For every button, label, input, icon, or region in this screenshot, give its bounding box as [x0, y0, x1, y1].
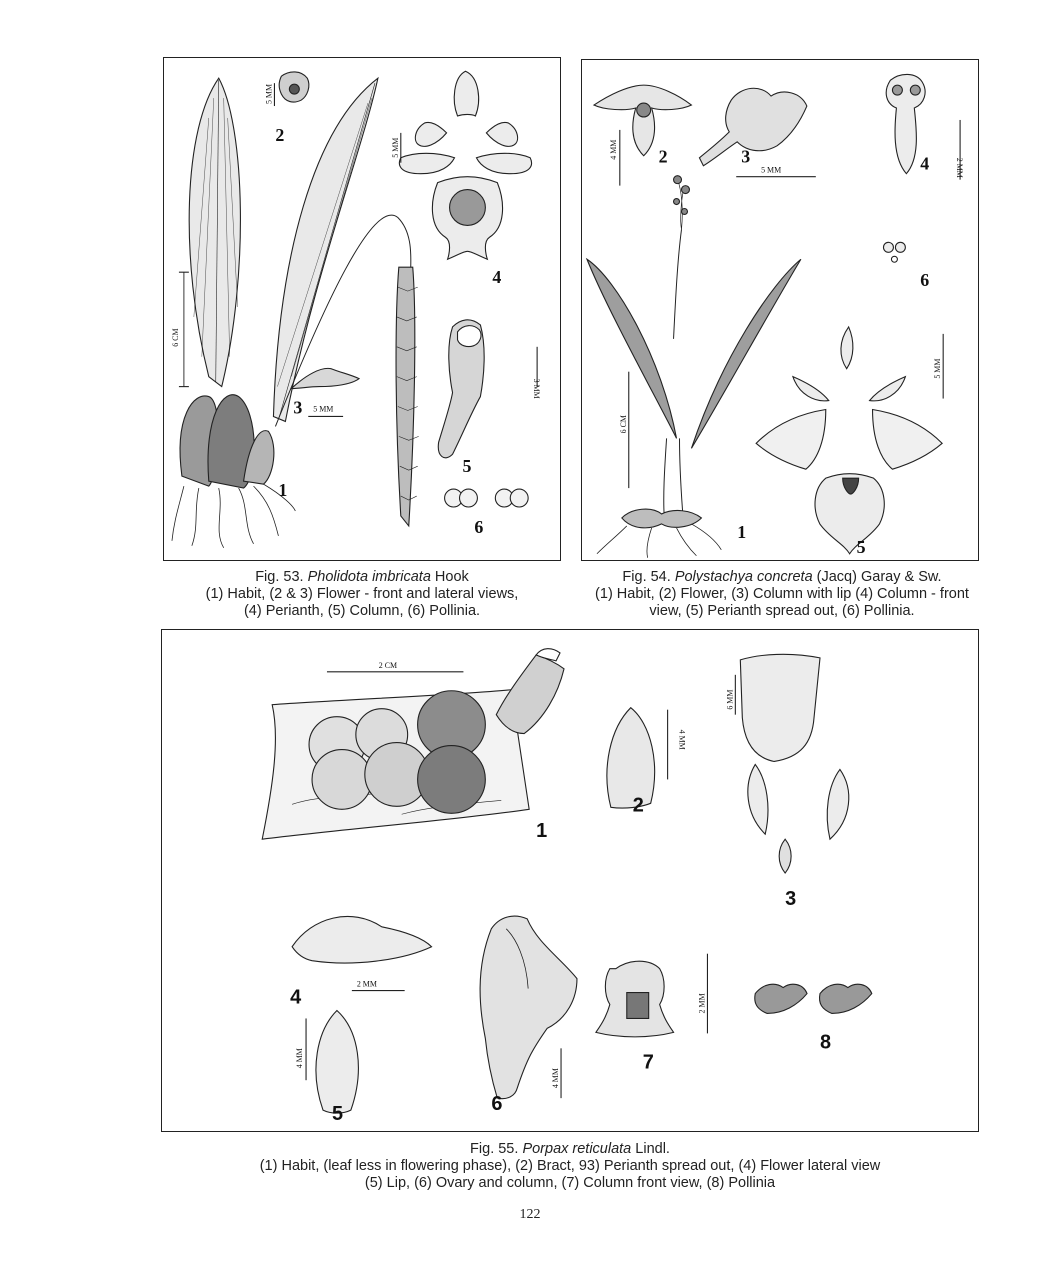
fig53-label-3: 3 [293, 397, 303, 418]
page-number: 122 [519, 1207, 541, 1222]
fig55-caption-line1 [161, 1141, 979, 1158]
fig54-scale-4mm: 4 MM [608, 139, 618, 160]
fig53-number: Fig. 53. [255, 569, 304, 585]
fig53-caption-line1 [163, 569, 561, 586]
fig55-label-4: 4 [290, 986, 302, 1009]
fig55-scale-4mm-b: 4 MM [295, 1048, 305, 1069]
fig53-species: Pholidota imbricata [307, 569, 431, 585]
fig53-label-6: 6 [474, 516, 484, 537]
fig54-plate [581, 59, 979, 561]
fig55-label-2: 2 [632, 794, 644, 817]
fig55-label-1: 1 [536, 820, 548, 843]
fig55-scale-4mm-c: 4 MM [551, 1068, 561, 1089]
fig54-label-6: 6 [920, 270, 930, 291]
fig53-scale-6cm: 6 CM [170, 328, 180, 347]
fig53-caption-line2: (1) Habit, (2 & 3) Flower - front and lateral views, [205, 586, 519, 602]
fig53-scale-5mm-c: 5 MM [390, 137, 400, 158]
fig54-caption [577, 569, 987, 620]
fig55-caption-line2: (1) Habit, (leaf less in flowering phase), (2) Bract, 93) Perianth spread out, (4) Flower lateral view [259, 1158, 881, 1174]
fig54-scale-5mm-a: 5 MM [761, 165, 782, 175]
fig55-illustration [162, 630, 978, 1131]
fig55-species: Porpax reticulata [522, 1141, 632, 1157]
fig55-plate [161, 629, 979, 1132]
fig53-caption-line3: (4) Perianth, (5) Column, (6) Pollinia. [243, 603, 481, 619]
fig55-scale-2mm-a: 2 MM [356, 979, 377, 989]
fig53-scale-3mm: 3 MM [532, 378, 542, 399]
fig53-label-5: 5 [462, 456, 472, 477]
fig55-author: Lindl. [631, 1141, 670, 1157]
fig53-illustration [164, 58, 560, 560]
fig54-species: Polystachya concreta [674, 569, 813, 585]
fig55-scale-2mm-b: 2 MM [697, 993, 707, 1014]
fig54-caption-line1 [577, 569, 987, 586]
fig55-label-7: 7 [642, 1051, 654, 1074]
fig55-scale-6mm: 6 MM [725, 689, 735, 710]
fig54-label-4: 4 [920, 153, 930, 174]
fig55-scale-4mm-a: 4 MM [677, 729, 687, 750]
fig55-label-5: 5 [331, 1103, 344, 1126]
fig55-number: Fig. 55. [470, 1141, 519, 1157]
fig55-scale-2cm: 2 CM [378, 660, 398, 670]
fig53-plate [163, 57, 561, 561]
fig55-label-3: 3 [785, 887, 797, 910]
fig53-scale-5mm-a: 5 MM [264, 83, 274, 105]
fig53-caption [163, 569, 561, 620]
fig55-caption-line3: (5) Lip, (6) Ovary and column, (7) Column front view, (8) Pollinia [364, 1175, 776, 1191]
fig55-caption [161, 1141, 979, 1192]
fig53-scale-5mm-b: 5 MM [313, 404, 334, 414]
fig54-scale-2mm: 2 MM [955, 157, 965, 178]
fig54-label-1: 1 [737, 521, 747, 542]
fig54-number: Fig. 54. [622, 569, 671, 585]
fig54-caption-line2: (1) Habit, (2) Flower, (3) Column with lip (4) Column - front [595, 586, 969, 602]
fig54-scale-6cm: 6 CM [618, 415, 628, 434]
fig55-label-8: 8 [820, 1031, 832, 1054]
fig55-label-6: 6 [491, 1093, 503, 1116]
fig54-scale-5mm-b: 5 MM [933, 358, 943, 379]
fig54-label-5: 5 [856, 536, 866, 557]
fig54-caption-line3: view, (5) Perianth spread out, (6) Pollinia. [649, 603, 915, 619]
fig54-label-2: 2 [658, 146, 668, 167]
fig53-author: Hook [430, 569, 469, 585]
fig53-label-1: 1 [278, 480, 288, 501]
fig54-author: (Jacq) Garay & Sw. [812, 569, 942, 585]
fig54-illustration [582, 60, 978, 560]
fig53-label-2: 2 [275, 124, 285, 145]
fig53-label-4: 4 [492, 267, 502, 288]
fig54-label-3: 3 [741, 146, 751, 167]
